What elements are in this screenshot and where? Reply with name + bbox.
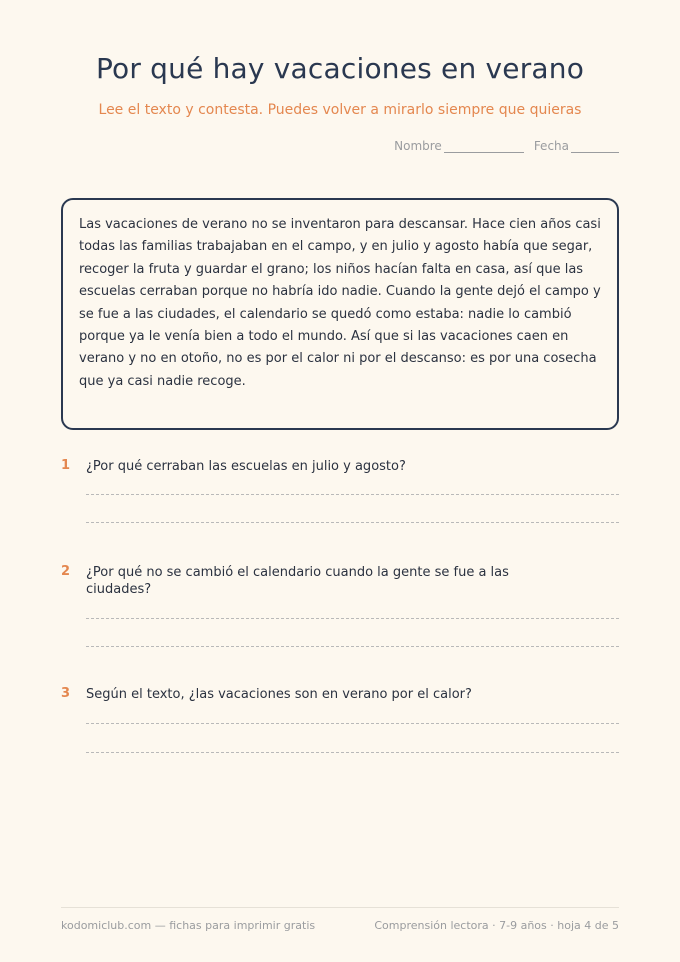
- question-text: Según el texto, ¿las vacaciones son en verano por el calor?: [86, 687, 472, 702]
- page-title: Por qué hay vacaciones en verano: [95, 52, 585, 85]
- date-blank[interactable]: [571, 140, 619, 153]
- name-blank[interactable]: [444, 140, 524, 153]
- answer-line[interactable]: [86, 494, 619, 495]
- question-number: 1: [61, 458, 71, 473]
- reading-passage: Las vacaciones de verano no se inventaron para descansar. Hace cien años casi todas las familias trabajaban en el campo, y en julio y agosto había que segar, recoger la fruta y guardar el grano; los niños hacían falta en casa, así que las escuelas cerraban porque no habría ido nadie. Cuando la gente dejó el campo y se fue a las ciudades, el calendario se quedó como estaba: nadie lo cambió porque ya le venía bien a todo el mundo. Así que si las vacaciones caen en verano y no en otoño, no es por el calor ni por el descanso: es por una cosecha que ya casi nadie recoge.: [61, 198, 619, 430]
- answer-line[interactable]: [86, 752, 619, 753]
- answer-line[interactable]: [86, 522, 619, 523]
- answer-line[interactable]: [86, 723, 619, 724]
- footer-site: kodomiclub.com — fichas para imprimir gratis: [61, 919, 316, 932]
- question-3: [61, 686, 619, 758]
- date-label: Fecha: [533, 139, 569, 153]
- question-number: 3: [61, 686, 71, 701]
- question-text: ¿Por qué cerraban las escuelas en julio y agosto?: [86, 459, 406, 474]
- question-1: [61, 458, 619, 528]
- question-number: 2: [61, 564, 71, 579]
- question-text: ¿Por qué no se cambió el calendario cuando la gente se fue a las ciudades?: [86, 565, 509, 597]
- question-2: [61, 564, 619, 654]
- answer-line[interactable]: [86, 646, 619, 647]
- name-label: Nombre: [394, 139, 442, 153]
- footer-page-info: Comprensión lectora · 7-9 años · hoja 4 de 5: [374, 919, 619, 932]
- student-info-fields: [394, 139, 619, 153]
- answer-line[interactable]: [86, 618, 619, 619]
- footer-divider: [61, 907, 619, 908]
- page-subtitle: Lee el texto y contesta. Puedes volver a mirarlo siempre que quieras: [98, 102, 582, 118]
